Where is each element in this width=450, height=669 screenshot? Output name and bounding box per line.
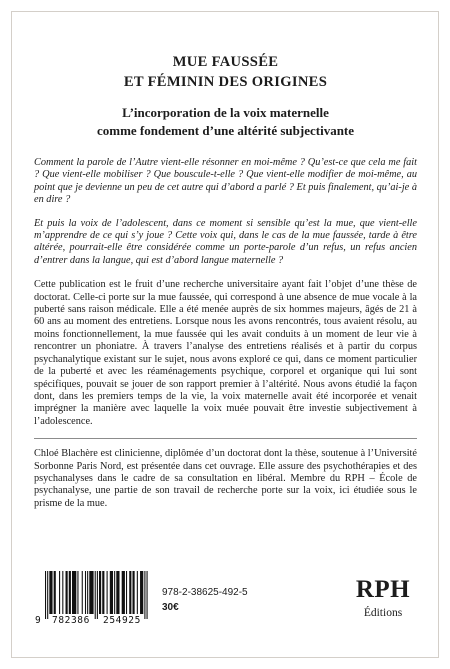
barcode-bar <box>69 571 71 614</box>
barcode-bar <box>95 571 96 619</box>
barcode-bar <box>110 571 113 614</box>
barcode-bar <box>114 571 115 614</box>
barcode-bar <box>72 571 76 614</box>
isbn-number: 978-2-38625-492-5 <box>162 587 248 598</box>
publisher-logo <box>343 576 423 620</box>
barcode-bar <box>99 571 101 614</box>
isbn-barcode <box>34 571 152 627</box>
barcode-bar <box>116 571 119 614</box>
book-subtitle <box>34 104 417 140</box>
publisher-imprint: Éditions <box>363 607 403 619</box>
barcode-bar <box>107 571 108 614</box>
barcode-bar <box>144 571 145 619</box>
book-subtitle-line-1: L’incorporation de la voix maternelle <box>122 105 329 120</box>
barcode-bar <box>122 571 125 614</box>
barcode-bar <box>87 571 88 614</box>
barcode-bar <box>82 571 83 614</box>
barcode-bar <box>59 571 60 614</box>
barcode-bar <box>85 571 86 614</box>
barcode-bar <box>49 571 52 614</box>
barcode-bar <box>137 571 138 614</box>
barcode-bar <box>126 571 127 614</box>
book-title-line-1: MUE FAUSSÉE <box>172 54 279 70</box>
author-bio: Chloé Blachère est clinicienne, diplômée d’un doctorat dont la thèse, soutenue à l’Université Sorbonne Paris Nord, est présentée dans cet ouvrage. Elle assure des psychothérapies et des psychanalyses dans le cadre de sa consultation en libéral. Membre du RPH – École de psychanalyse, une partie de son travail de recherche porte sur la voix, ici étudiée sous le prisme de la mue. <box>34 448 417 509</box>
barcode-bar <box>140 571 143 614</box>
book-subtitle-line-2: comme fondement d’une altérité subjectivante <box>96 123 355 138</box>
barcode-bar <box>147 571 148 619</box>
blurb-questions-1: Comment la parole de l’Autre vient-elle résonner en moi-même ? Qu’est-ce que cela me fait ? Que vient-elle mobiliser ? Que bouscule-t-elle ? Que vient-elle modifier de moi-même, au point que je devienne un peu de cet autre qui d’abord a parlé ? Et puis finalement, qu’ai-je à en dire ? <box>34 157 417 206</box>
blurb-summary: Cette publication est le fruit d’une recherche universitaire ayant fait l’objet d’une thèse de doctorat. Celle-ci porte sur la mue faussée, qui correspond à une absence de mue vocale à la puberté sans raison médicale. Elle a été menée auprès de six hommes majeurs, âgés de 21 à 60 ans au moment des entretiens. Lorsque nous les avons rencontrés, tous avaient résolu, au moins fonctionnellement, la mue faussée qui les avait conduits à un moment de leur vie à rencontrer un phoniatre. À travers l’analyse des entretiens réalisés et à partir du corpus psychanalytique existant sur le sujet, nous avons exploré ce qui, dans ce moment particulier de la puberté et avec les réaménagements psychique, corporel et organique qui lui sont spécifiques, pouvait se jouer de son rapport premier à l’altérité. Nous avons étudié la façon dont, dans les premiers temps de la vie, la voix maternelle avait été incorporée et venait imprégner la manière avec laquelle la voix muée pouvait être investie subjectivement à l’adolescence. <box>34 279 417 427</box>
barcode-bar <box>62 571 63 614</box>
barcode-bar <box>54 571 56 614</box>
cover-text-block <box>34 52 417 510</box>
barcode-bars <box>34 571 152 621</box>
barcode-bar <box>132 571 134 614</box>
barcode-bar <box>45 571 46 619</box>
barcode-bar <box>129 571 131 614</box>
barcode-bar <box>102 571 104 614</box>
barcode-digits-right: 254925 <box>103 615 141 626</box>
book-title <box>34 52 417 92</box>
blurb-questions-2: Et puis la voix de l’adolescent, dans ce moment si sensible qu’est la mue, que vient-elle m’apprendre de ce qui s’y joue ? Cette voix qui, dans le cas de la mue faussée, tarde à être altérée, pourrait-elle être considérée comme un porte-parole d’un refus, un refus ancien d’entrer dans la langue, qui est d’abord langue maternelle ? <box>34 217 417 266</box>
book-title-line-2: ET FÉMININ DES ORIGINES <box>123 74 328 90</box>
barcode-digits-left: 782386 <box>52 615 90 626</box>
barcode-bar <box>66 571 68 614</box>
barcode-bar <box>47 571 48 619</box>
section-divider <box>34 438 417 439</box>
barcode-bar <box>77 571 78 614</box>
barcode-bar <box>89 571 93 614</box>
barcode-digit-first: 9 <box>35 615 41 626</box>
publisher-name: RPH <box>355 576 411 603</box>
price: 30€ <box>162 602 179 613</box>
barcode-bar <box>97 571 98 619</box>
